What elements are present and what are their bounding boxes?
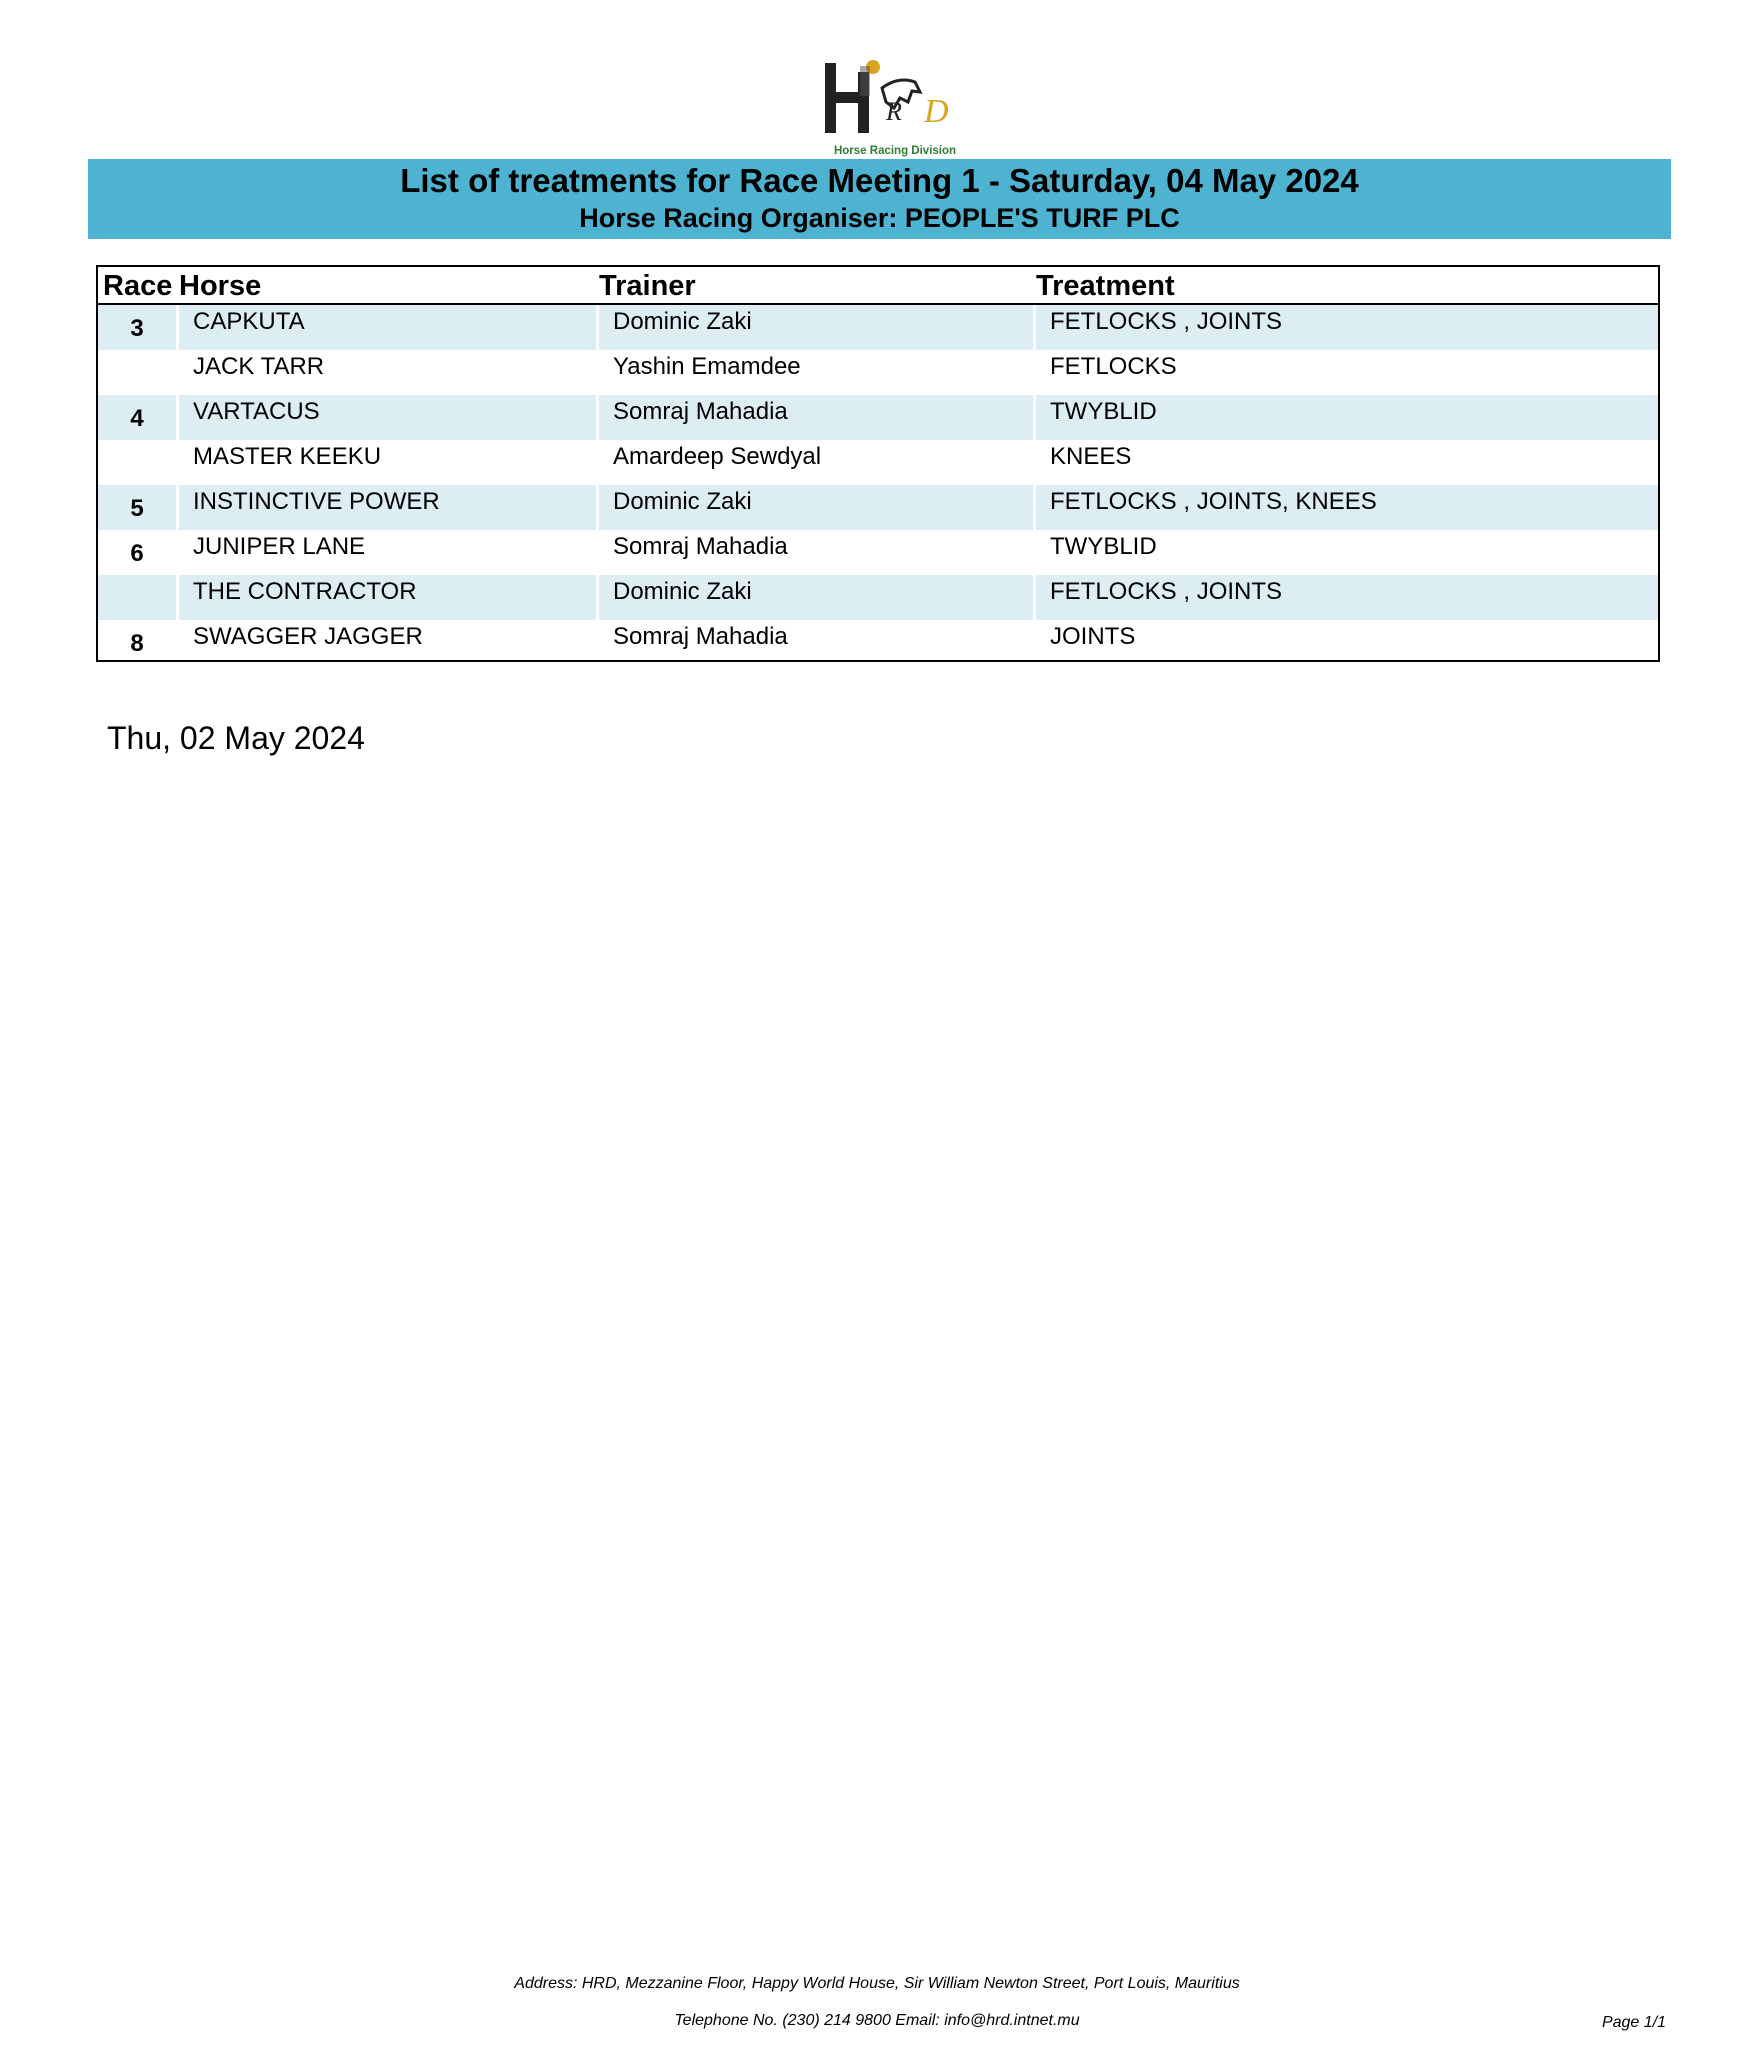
table-row — [98, 440, 1658, 485]
race-cell — [98, 350, 176, 395]
horse-cell: CAPKUTA — [179, 305, 596, 350]
table-row — [98, 620, 1658, 665]
race-cell — [98, 440, 176, 485]
horse-cell: VARTACUS — [179, 395, 596, 440]
trainer-cell: Dominic Zaki — [599, 485, 1033, 530]
footer-address: Address: HRD, Mezzanine Floor, Happy World House, Sir William Newton Street, Port Louis, Mauritius — [514, 1975, 1240, 1992]
header-horse: Horse — [179, 270, 262, 302]
race-cell: 6 — [130, 540, 144, 567]
svg-text:R: R — [886, 97, 902, 126]
table-header — [98, 267, 1658, 305]
logo-caption: Horse Racing Division — [833, 145, 957, 157]
treatments-table — [96, 265, 1660, 662]
page-subtitle: Horse Racing Organiser: PEOPLE'S TURF PLC — [579, 203, 1180, 233]
trainer-cell: Dominic Zaki — [599, 575, 1033, 620]
treatment-cell: FETLOCKS — [1050, 353, 1177, 380]
table-row — [98, 575, 1658, 620]
table-row — [98, 530, 1658, 575]
treatment-cell: FETLOCKS , JOINTS — [1036, 575, 1658, 620]
race-cell: 4 — [98, 395, 176, 440]
header-race: Race — [103, 270, 173, 302]
race-cell: 3 — [98, 305, 176, 350]
horse-cell: JACK TARR — [193, 353, 325, 380]
hrd-logo — [820, 58, 970, 158]
trainer-cell: Somraj Mahadia — [613, 623, 788, 650]
table-row — [98, 305, 1658, 350]
page-title: List of treatments for Race Meeting 1 - Saturday, 04 May 2024 — [400, 162, 1359, 199]
horse-cell: INSTINCTIVE POWER — [179, 485, 596, 530]
horse-cell: MASTER KEEKU — [193, 443, 382, 470]
race-cell: 5 — [98, 485, 176, 530]
svg-text:D: D — [924, 93, 949, 130]
horse-cell: JUNIPER LANE — [193, 533, 366, 560]
horse-cell: THE CONTRACTOR — [179, 575, 596, 620]
treatment-cell: TWYBLID — [1036, 395, 1658, 440]
report-date: Thu, 02 May 2024 — [107, 720, 365, 756]
race-cell: 8 — [130, 630, 144, 657]
treatment-cell: FETLOCKS , JOINTS, KNEES — [1036, 485, 1658, 530]
race-cell — [98, 575, 176, 620]
footer-contact: Telephone No. (230) 214 9800 Email: info@hrd.intnet.mu — [674, 2012, 1080, 2029]
trainer-cell: Dominic Zaki — [599, 305, 1033, 350]
table-row — [98, 395, 1658, 440]
treatment-cell: JOINTS — [1050, 623, 1136, 650]
trainer-cell: Yashin Emamdee — [613, 353, 801, 380]
trainer-cell: Amardeep Sewdyal — [613, 443, 822, 470]
treatment-cell: KNEES — [1050, 443, 1132, 470]
table-row — [98, 485, 1658, 530]
header-treatment: Treatment — [1036, 270, 1175, 302]
trainer-cell: Somraj Mahadia — [599, 395, 1033, 440]
header-trainer: Trainer — [599, 270, 696, 302]
page-number: Page 1/1 — [1601, 2014, 1666, 2031]
horse-cell: SWAGGER JAGGER — [193, 623, 423, 650]
trainer-cell: Somraj Mahadia — [613, 533, 788, 560]
title-banner — [88, 159, 1671, 239]
treatment-cell: TWYBLID — [1050, 533, 1157, 560]
treatment-cell: FETLOCKS , JOINTS — [1036, 305, 1658, 350]
table-row — [98, 350, 1658, 395]
